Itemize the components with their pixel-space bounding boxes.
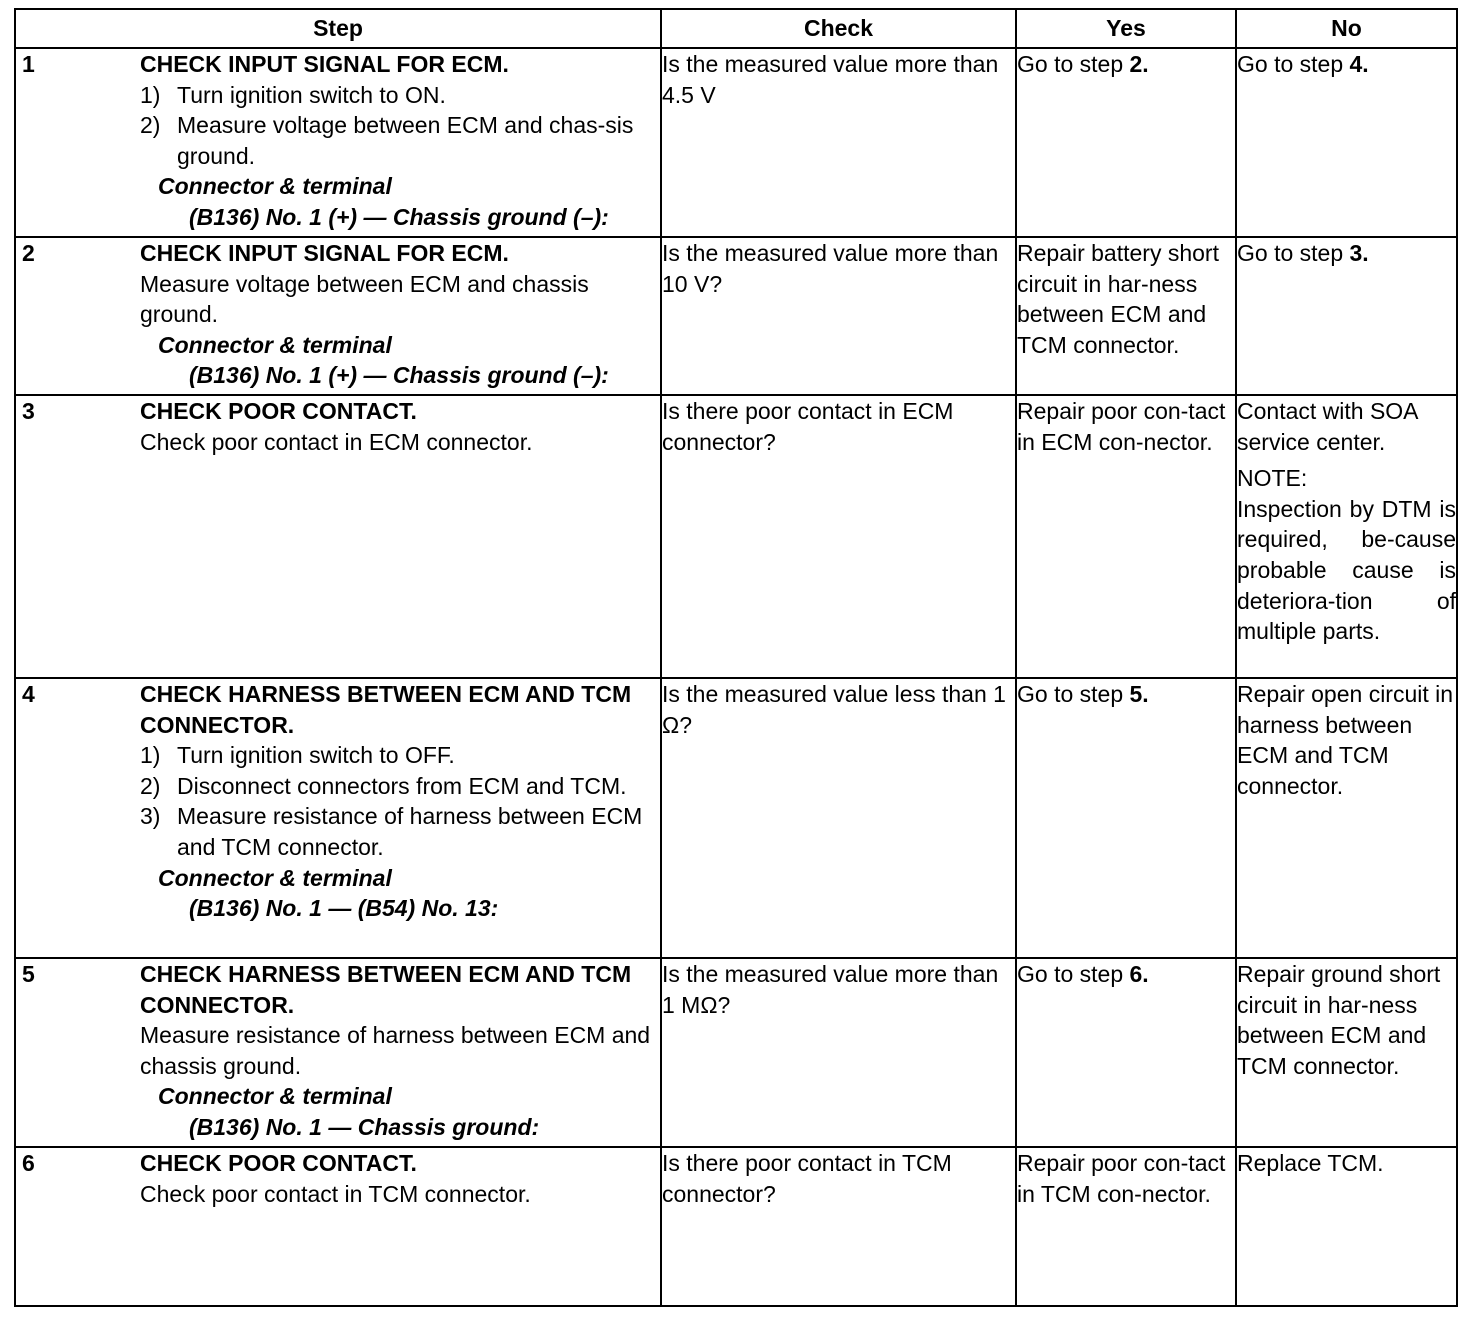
item-text: Turn ignition switch to ON. [177, 81, 446, 108]
header-row [15, 9, 1457, 48]
table-row [15, 48, 1457, 237]
item-number: 1) [140, 81, 161, 108]
check-cell: Is the measured value more than 4.5 V [661, 48, 1016, 237]
yes-text: Go to step [1017, 51, 1130, 77]
no-step-ref: 3. [1349, 240, 1369, 266]
yes-step-ref: 2. [1129, 51, 1149, 77]
no-cell [1236, 395, 1457, 678]
table-row [15, 395, 1457, 678]
yes-text: Go to step [1017, 681, 1130, 707]
note-text: Inspection by DTM is required, be-cause probable cause is deteriora-tion of multiple parts. [1237, 495, 1456, 645]
step-cell [15, 237, 661, 395]
step-text: Check poor contact in TCM connector. [140, 1180, 531, 1207]
check-cell: Is there poor contact in ECM connector? [661, 395, 1016, 678]
item-text: Measure voltage between ECM and chas-sis ground. [177, 112, 634, 169]
step-title: CHECK INPUT SIGNAL FOR ECM. [140, 240, 509, 266]
item-number: 2) [140, 772, 161, 799]
step-title: CHECK HARNESS BETWEEN ECM AND TCM CONNECTOR. [140, 681, 632, 738]
check-cell: Is the measured value less than 1 Ω? [661, 678, 1016, 958]
check-cell: Is the measured value more than 10 V? [661, 237, 1016, 395]
step-number: 5 [22, 961, 35, 987]
item-number: 2) [140, 112, 161, 139]
step-number: 4 [22, 681, 35, 707]
yes-cell: Repair poor con-tact in ECM con-nector. [1016, 395, 1236, 678]
no-step-ref: 4. [1349, 51, 1369, 77]
step-cell [15, 958, 661, 1147]
header-yes: Yes [1016, 9, 1236, 48]
item-text: Disconnect connectors from ECM and TCM. [177, 772, 627, 799]
diagnostic-table [14, 8, 1458, 1307]
table-row [15, 678, 1457, 958]
step-cell [15, 1147, 661, 1306]
yes-cell: Repair poor con-tact in TCM con-nector. [1016, 1147, 1236, 1306]
step-cell [15, 48, 661, 237]
connector-value: (B136) No. 1 (+) — Chassis ground (–): [189, 362, 609, 389]
step-title: CHECK POOR CONTACT. [140, 1150, 417, 1176]
step-number: 6 [22, 1150, 35, 1176]
step-title: CHECK POOR CONTACT. [140, 398, 417, 424]
no-cell [1236, 48, 1457, 237]
yes-step-ref: 6. [1129, 961, 1149, 987]
list-item [140, 740, 652, 771]
step-number: 1 [22, 51, 35, 77]
no-text: Go to step [1237, 51, 1350, 77]
step-title: CHECK HARNESS BETWEEN ECM AND TCM CONNECTOR. [140, 961, 632, 1018]
list-item [140, 80, 652, 111]
yes-cell [1016, 958, 1236, 1147]
connector-value: (B136) No. 1 (+) — Chassis ground (–): [189, 203, 609, 230]
connector-title: Connector & terminal [158, 331, 392, 358]
no-cell [1236, 237, 1457, 395]
list-item [140, 771, 652, 802]
connector-title: Connector & terminal [158, 173, 392, 200]
yes-step-ref: 5. [1129, 681, 1149, 707]
step-number: 2 [22, 240, 35, 266]
connector-value: (B136) No. 1 — (B54) No. 13: [189, 895, 499, 922]
list-item [140, 110, 652, 171]
no-cell: Repair open circuit in harness between ECM and TCM connector. [1236, 678, 1457, 958]
table-row [15, 237, 1457, 395]
connector-title: Connector & terminal [158, 864, 392, 891]
yes-text: Go to step [1017, 961, 1130, 987]
no-cell: Replace TCM. [1236, 1147, 1457, 1306]
table-row [15, 958, 1457, 1147]
header-step: Step [15, 9, 661, 48]
no-text: Go to step [1237, 240, 1350, 266]
note-title: NOTE: [1237, 465, 1308, 492]
step-text: Measure voltage between ECM and chassis ground. [140, 270, 589, 328]
connector-title: Connector & terminal [158, 1083, 392, 1110]
step-number: 3 [22, 398, 35, 424]
item-text: Turn ignition switch to OFF. [177, 742, 455, 769]
yes-cell [1016, 48, 1236, 237]
check-cell: Is the measured value more than 1 MΩ? [661, 958, 1016, 1147]
step-cell [15, 678, 661, 958]
header-check: Check [661, 9, 1016, 48]
no-text: Contact with SOA service center. [1237, 398, 1418, 455]
item-text: Measure resistance of harness between ECM and TCM connector. [177, 803, 643, 860]
no-cell: Repair ground short circuit in har-ness between ECM and TCM connector. [1236, 958, 1457, 1147]
table-row [15, 1147, 1457, 1306]
connector-value: (B136) No. 1 — Chassis ground: [189, 1113, 540, 1140]
header-no: No [1236, 9, 1457, 48]
step-cell [15, 395, 661, 678]
item-number: 1) [140, 742, 161, 769]
step-text: Measure resistance of harness between ECM and chassis ground. [140, 1022, 651, 1079]
list-item [140, 801, 652, 862]
yes-cell: Repair battery short circuit in har-ness between ECM and TCM connector. [1016, 237, 1236, 395]
yes-cell [1016, 678, 1236, 958]
step-text: Check poor contact in ECM connector. [140, 428, 533, 455]
step-title: CHECK INPUT SIGNAL FOR ECM. [140, 51, 509, 77]
item-number: 3) [140, 803, 161, 830]
check-cell: Is there poor contact in TCM connector? [661, 1147, 1016, 1306]
